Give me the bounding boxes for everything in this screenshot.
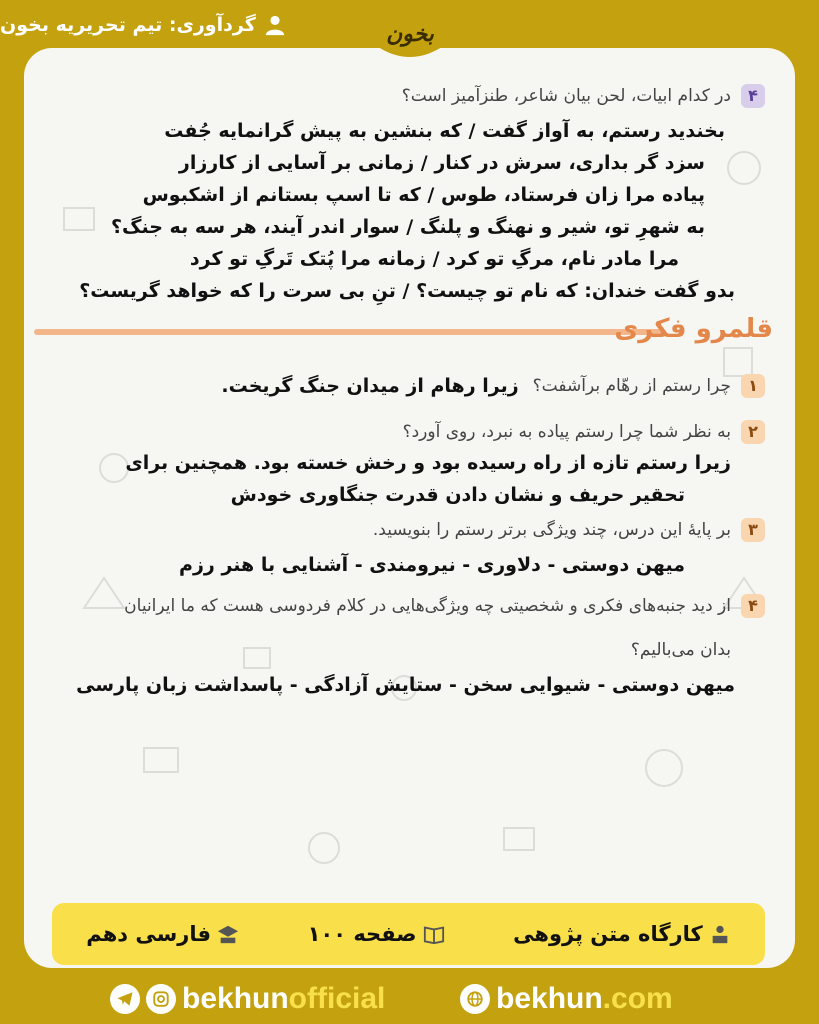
question-text: از دید جنبه‌های فکری و شخصیتی چه ویژگی‌هایی در کلام فردوسی هست که ما ایرانیان (124, 596, 731, 616)
globe-icon (460, 984, 490, 1014)
question-4-top-header (402, 84, 765, 108)
workshop-label: کارگاه متن پژوهی (513, 922, 703, 946)
user-icon (264, 14, 286, 36)
question-text-continued: بدان می‌بالیم؟ (630, 640, 731, 660)
social-handle[interactable] (110, 977, 385, 1021)
verse-line: به شهرِ تو، شیر و نهنگ و پلنگ / سوار اندر آیند، هر سه به جنگ؟ (111, 216, 705, 238)
website-link[interactable] (460, 977, 673, 1021)
question-number-badge: ۳ (741, 518, 765, 542)
question-text: به نظر شما چرا رستم پیاده به نبرد، روی آورد؟ (402, 422, 731, 442)
instagram-icon[interactable] (146, 984, 176, 1014)
question-2 (403, 420, 765, 444)
question-3 (373, 518, 765, 542)
question-number-badge: ۴ (741, 84, 765, 108)
answer-text: زیرا رهام از میدان جنگ گریخت. (221, 375, 519, 397)
question-text: چرا رستم از رهّام برآشفت؟ (532, 376, 731, 396)
content-card (24, 48, 795, 968)
verse-line: بخندید رستم، به آواز گفت / که بنشین به پیش گرانمایه جُفت (164, 120, 725, 142)
logo (371, 2, 449, 66)
question-text: در کدام ابیات، لحن بیان شاعر، طنزآمیز است؟ (401, 86, 731, 106)
question-number-badge: ۴ (741, 594, 765, 618)
answer-line: تحقیر حریف و نشان دادن قدرت جنگاوری خودش (230, 484, 685, 506)
logo-text: بخون (386, 21, 434, 47)
verse-line: پیاده مرا زان فرستاد، طوس / که تا اسپ بستانم از اشکبوس (142, 184, 705, 206)
reader-icon (709, 923, 731, 945)
verse-line: بدو گفت خندان: که نام تو چیست؟ / تنِ بی سرت را که خواهد گریست؟ (79, 280, 735, 302)
verse-line: سزد گر بداری، سرش در کنار / زمانی بر آسایی از کارزار (178, 152, 705, 174)
question-text: بر پایهٔ این درس، چند ویژگی برتر رستم را بنویسید. (372, 520, 731, 540)
answer-line: میهن دوستی - شیوایی سخن - ستایش آزادگی - پاسداشت زبان پارسی (76, 674, 735, 696)
page-cell (308, 922, 445, 946)
handle-text: bekhunofficial (182, 982, 386, 1015)
question-number-badge: ۱ (741, 374, 765, 398)
verse-line: مرا مادر نام، مرگِ تو کرد / زمانه مرا پُتک تَرگِ تو کرد (189, 248, 679, 270)
question-number-badge: ۲ (741, 420, 765, 444)
website-text: bekhun.com (496, 982, 673, 1015)
answer-line: زیرا رستم تازه از راه رسیده بود و رخش خسته بود. همچنین برای (125, 452, 731, 474)
section-divider (34, 329, 665, 335)
graduation-cap-icon (217, 923, 239, 945)
book-label: فارسی دهم (86, 922, 212, 946)
telegram-icon[interactable] (110, 984, 140, 1014)
question-4 (124, 594, 765, 618)
workshop-cell (513, 922, 731, 946)
page-label: صفحه ۱۰۰ (307, 922, 417, 946)
footer-info-strip (52, 903, 765, 965)
question-1 (221, 374, 765, 398)
book-cell (86, 922, 239, 946)
collector-label: گردآوری: تیم تحریریه بخون (0, 14, 256, 36)
section-title: قلمرو فکری (614, 314, 773, 344)
book-open-icon (423, 923, 445, 945)
answer-line: میهن دوستی - دلاوری - نیرومندی - آشنایی با هنر رزم (179, 554, 685, 576)
